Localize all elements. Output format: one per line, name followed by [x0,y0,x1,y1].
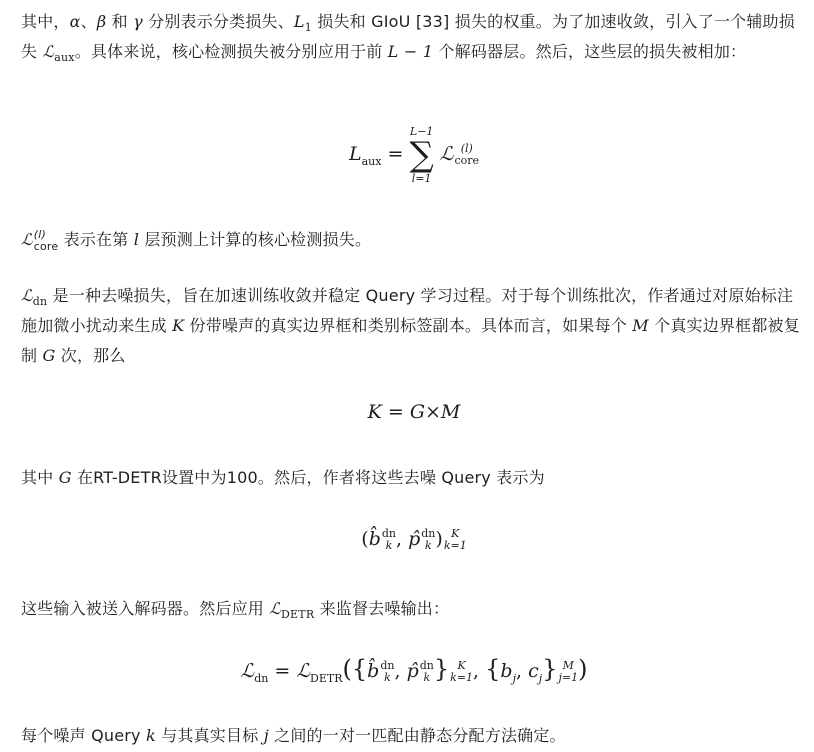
text-segment: 在RT-DETR设置中为100。然后，作者将这些去噪 Query 表示为 [71,468,545,487]
paragraph-loss-weights [21,7,807,67]
math-L-minus-1: L − 1 [387,42,434,61]
math-subscript: j [512,671,517,685]
math-subscript: DETR [281,608,315,622]
math-subscript: j [538,671,543,685]
math-superscript: dn [381,527,396,541]
equation-k-equals-gm [21,401,807,423]
math-equals: = [268,660,297,682]
math-subscript: aux [54,51,75,65]
math-subscript: dn [254,671,269,685]
math-superscript: (l) [460,142,473,156]
math-j: j [263,726,269,745]
math-paren: ) [578,655,588,683]
math-subscript: DETR [310,671,343,685]
text-segment: 是一种去噪损失，旨在加速训练收敛并稳定 Query 学习过程。对于每个训练批次，作者通过对原始标注施加微小扰动来生成 [21,286,794,335]
paragraph-matching [21,721,807,751]
math-comma: , [396,528,409,550]
math-L-dn: ℒ [21,286,33,305]
sigma-symbol: ∑ [409,135,434,175]
math-L1: L [293,12,305,31]
script-pair [34,229,59,252]
math-p-hat: p̂ [408,528,421,550]
math-comma: , [473,660,486,682]
math-subscript: core [33,239,59,253]
text-segment: 表示在第 [58,230,134,249]
math-L-aux: ℒ [42,42,55,61]
math-L-detr: ℒ [269,599,282,618]
text-segment: 。具体来说，核心检测损失被分别应用于前 [74,42,388,61]
script-pair [421,528,435,551]
paragraph-denoising-loss [21,281,807,371]
math-subscript: dn [32,295,48,309]
text-segment: 分别表示分类损失、 [142,12,294,31]
paragraph-detr-loss [21,594,807,624]
math-superscript: (l) [33,227,46,241]
math-brace: } [542,655,558,683]
text-segment: 之间的一对一匹配由静态分配方法确定。 [268,726,566,745]
math-equals: = [381,143,410,165]
text-segment: 个真实边界框都被复制 [21,316,800,365]
text-segment: 这些输入被送入解码器。然后应用 [21,599,270,618]
math-brace: { [351,655,368,683]
math-expression: K = G×M [367,401,461,423]
math-superscript: dn [421,527,436,541]
math-subscript: k [385,539,393,552]
script-pair [444,528,467,551]
math-b-hat: b̂ [368,528,381,550]
math-superscript: M [562,659,574,673]
math-superscript: dn [419,659,434,673]
math-l: l [133,230,140,249]
text-segment: 层预测上计算的核心检测损失。 [139,230,372,249]
paragraph-denoise-query [21,463,807,493]
math-L-dn: ℒ [240,660,255,682]
text-segment: 个解码器层。然后，这些层的损失被相加： [433,42,747,61]
math-comma: , [516,660,529,682]
math-k: k [146,726,156,745]
math-K: K [172,316,185,335]
equation-denoise-queries [21,528,807,552]
math-comma: , [394,660,407,682]
script-pair [420,660,434,683]
equation-aux-loss [21,126,807,184]
math-subscript: k=1 [443,539,467,552]
math-superscript: K [451,527,460,541]
math-G: G [58,468,72,487]
math-b: b [500,660,513,682]
math-subscript: aux [361,154,382,168]
script-pair [454,143,479,166]
script-pair [380,660,394,683]
math-L-core: ℒ [439,143,454,165]
equation-dn-loss [21,655,807,684]
paragraph-core-loss-desc [21,225,807,255]
math-beta: β [96,12,107,31]
math-subscript: k [384,671,391,684]
math-p-hat: p̂ [406,660,419,682]
text-segment: 与其真实目标 [155,726,264,745]
script-pair [382,528,396,551]
math-superscript: K [457,659,466,673]
sum-upper-limit: L−1 [409,125,434,138]
math-brace: } [433,655,450,683]
text-segment: 其中 [21,468,59,487]
math-subscript: k=1 [450,671,474,684]
math-c: c [528,660,539,682]
math-brace: { [485,655,501,683]
text-segment: 、 [80,12,97,31]
math-subscript: k [423,671,431,684]
text-segment: 次，那么 [55,346,126,365]
math-M: M [632,316,649,335]
math-superscript: dn [380,659,395,673]
math-paren: ( [342,655,352,683]
math-G: G [42,346,56,365]
summation [409,126,433,184]
math-subscript: j=1 [558,671,579,684]
math-L-core: ℒ [21,230,33,249]
script-pair [558,660,578,683]
sum-lower-limit: l=1 [411,172,432,185]
text-segment: 损失和 GIoU [33] 损失的权重。为了加速收敛，引入了一个辅助损失 [21,12,795,61]
math-subscript: core [454,154,480,167]
math-L: L [348,143,362,165]
math-paren: ( [361,528,369,550]
math-b-hat: b̂ [367,660,380,682]
math-subscript: k [425,539,432,552]
math-alpha: α [69,12,81,31]
text-segment: 和 [106,12,134,31]
math-subscript: 1 [304,21,312,35]
math-gamma: γ [133,12,143,31]
math-paren: ) [435,528,443,550]
script-pair [450,660,473,683]
text-segment: 份带噪声的真实边界框和类别标签副本。具体而言，如果每个 [184,316,633,335]
text-segment: 其中， [21,12,70,31]
math-L-detr: ℒ [296,660,311,682]
text-segment: 来监督去噪输出： [314,599,450,618]
text-segment: 每个噪声 Query [21,726,146,745]
